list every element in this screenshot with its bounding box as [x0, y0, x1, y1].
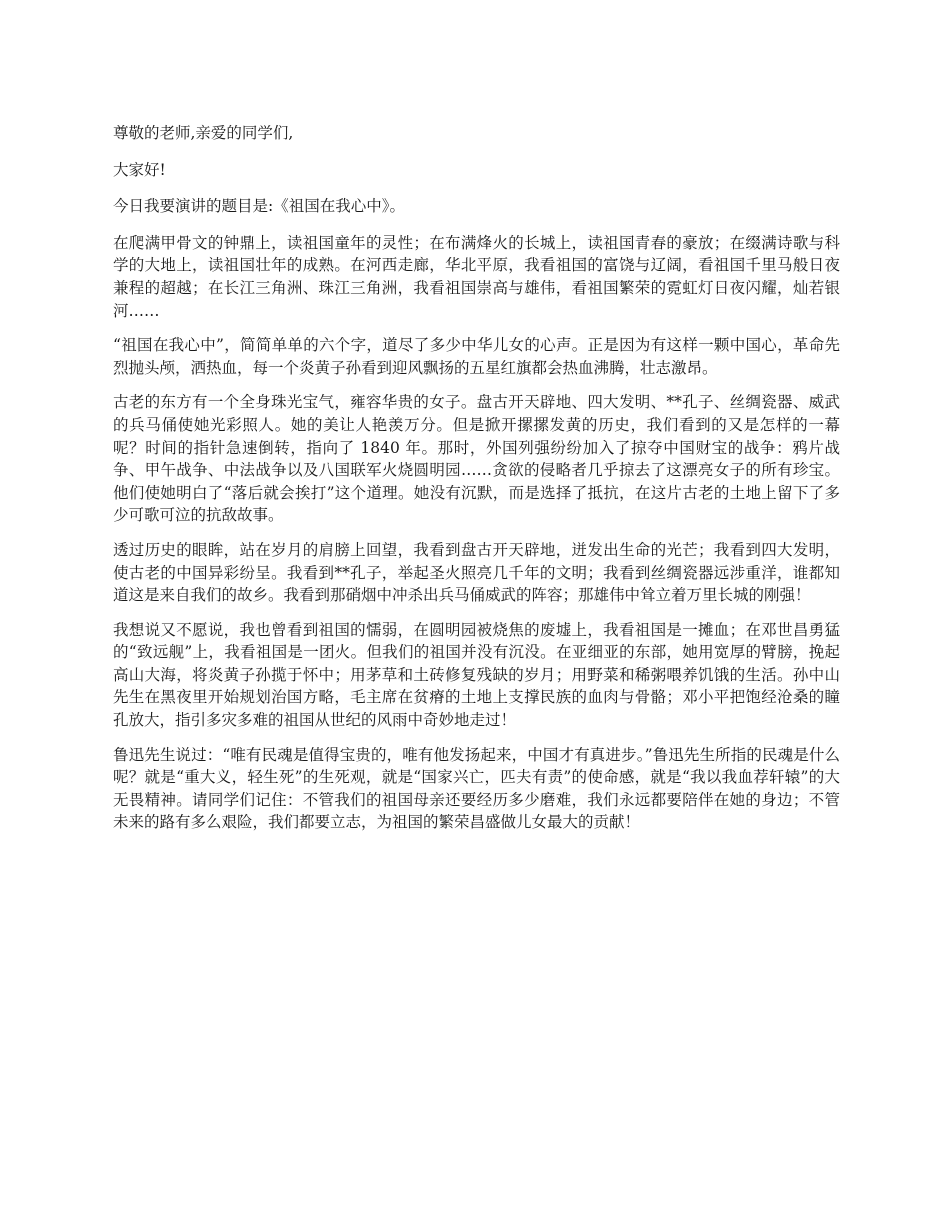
paragraph-1: 在爬满甲骨文的钟鼎上，读祖国童年的灵性；在布满烽火的长城上，读祖国青春的豪放；在缀满诗歌与科学的大地上，读祖国壮年的成熟。在河西走廊，华北平原，我看祖国的富饶与辽阔，看祖国千里马般日夜兼程的超越；在长江三角洲、珠江三角洲，我看祖国崇高与雄伟，看祖国繁荣的霓虹灯日夜闪耀，灿若银河…… — [113, 233, 840, 320]
greeting-line: 尊敬的老师,亲爱的同学们, — [113, 124, 294, 142]
paragraph-6: 鲁迅先生说过：“唯有民魂是值得宝贵的，唯有他发扬起来，中国才有真进步。”鲁迅先生所指的民魂是什么呢？就是“重大义，轻生死”的生死观，就是“国家兴亡，匹夫有责”的使命感，就是“我以我血荐轩辕”的大无畏精神。请同学们记住：不管我们的祖国母亲还要经历多少磨难，我们永远都要陪伴在她的身边；不管未来的路有多么艰险，我们都要立志，为祖国的繁荣昌盛做儿女最大的贡献！ — [113, 745, 840, 832]
paragraph-5: 我想说又不愿说，我也曾看到祖国的懦弱，在圆明园被烧焦的废墟上，我看祖国是一摊血；在邓世昌勇猛的“致远舰”上，我看祖国是一团火。但我们的祖国并没有沉没。在亚细亚的东部，她用宽厚的臂膀，挽起高山大海，将炎黄子孙揽于怀中；用茅草和土砖修复残缺的岁月；用野菜和稀粥喂养饥饿的生活。孙中山先生在黑夜里开始规划治国方略，毛主席在贫瘠的土地上支撑民族的血肉与骨骼；邓小平把饱经沧桑的瞳孔放大，指引多灾多难的祖国从世纪的风雨中奇妙地走过！ — [113, 620, 840, 730]
topic-line: 今日我要演讲的题目是:《祖国在我心中》。 — [113, 197, 405, 216]
speech-body — [113, 122, 840, 846]
hello-line: 大家好! — [113, 160, 166, 179]
paragraph-4: 透过历史的眼眸，站在岁月的肩膀上回望，我看到盘古开天辟地，迸发出生命的光芒；我看到四大发明，使古老的中国异彩纷呈。我看到**孔子，举起圣火照亮几千年的文明；我看到丝绸瓷器远涉重洋，谁都知道这是来自我们的故乡。我看到那硝烟中冲杀出兵马俑威武的阵容；那雄伟中耸立着万里长城的刚强！ — [113, 540, 840, 605]
paragraph-2: “祖国在我心中”，简简单单的六个字，道尽了多少中华儿女的心声。正是因为有这样一颗中国心，革命先烈抛头颅，洒热血，每一个炎黄子孙看到迎风飘扬的五星红旗都会热血沸腾，壮志激昂。 — [113, 336, 840, 377]
paragraph-3: 古老的东方有一个全身珠光宝气，雍容华贵的女子。盘古开天辟地、四大发明、**孔子、丝绸瓷器、威武的兵马俑使她光彩照人。她的美让人艳羡万分。但是掀开摞摞发黄的历史，我们看到的又是怎样的一幕呢？时间的指针急速倒转，指向了 1840 年。那时，外国列强纷纷加入了掠夺中国财宝的战争：鸦片战争、甲午战争、中法战争以及八国联军火烧圆明园……贪欲的侵略者几乎掠去了这漂亮女子的所有珍宝。他们使她明白了“落后就会挨打”这个道理。她没有沉默，而是选择了抵抗，在这片古老的土地上留下了多少可歌可泣的抗敌故事。 — [113, 393, 840, 525]
